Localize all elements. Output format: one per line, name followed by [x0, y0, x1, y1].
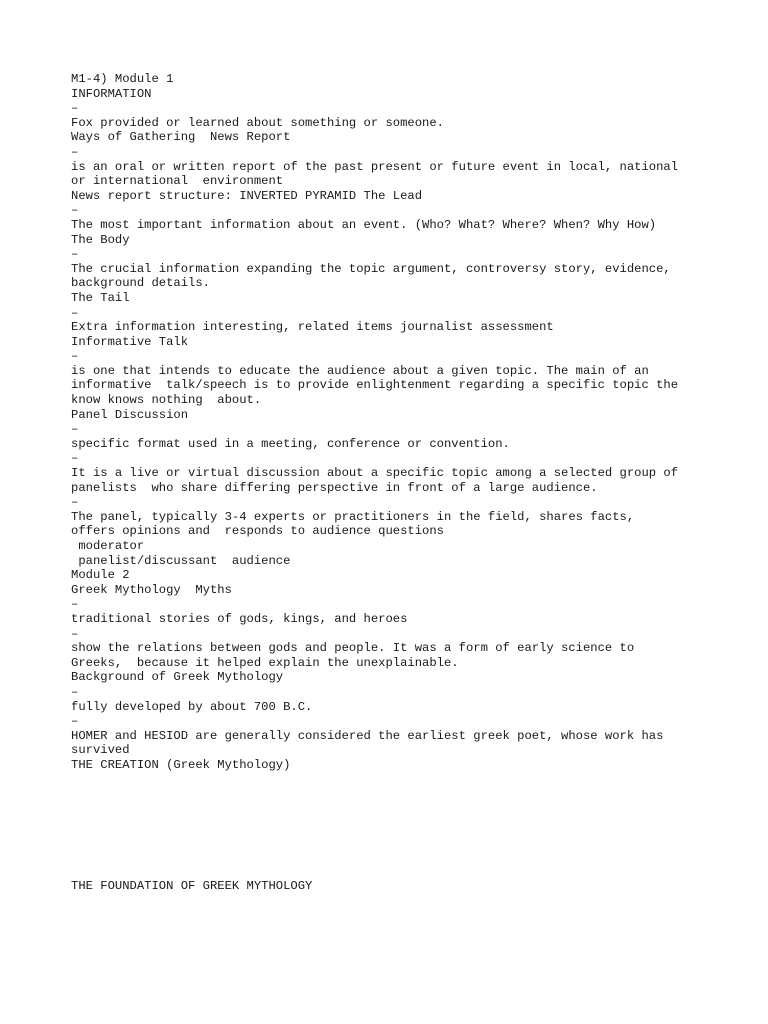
text-line: background details. — [71, 276, 210, 291]
text-line: – — [71, 597, 79, 612]
text-line: The Body — [71, 232, 130, 247]
text-line: News report structure: INVERTED PYRAMID The Lead — [71, 188, 423, 203]
text-line: offers opinions and responds to audience questions — [71, 524, 444, 539]
text-line: Panel Discussion — [71, 407, 189, 422]
text-line: – — [71, 144, 79, 159]
text-line: survived — [71, 743, 130, 758]
text-line: THE CREATION (Greek Mythology) — [71, 757, 291, 772]
text-line: The panel, typically 3-4 experts or practitioners in the field, shares facts, — [71, 509, 635, 524]
text-line: – — [71, 495, 79, 510]
text-line: is an oral or written report of the past present or future event in local, national — [71, 159, 679, 174]
text-line: specific format used in a meeting, conference or convention. — [71, 436, 510, 451]
text-line: is one that intends to educate the audience about a given topic. The main of an — [71, 363, 649, 378]
text-line: – — [71, 714, 79, 729]
text-line: panelists who share differing perspective in front of a large audience. — [71, 480, 598, 495]
text-line: – — [71, 101, 79, 116]
text-line: or international environment — [71, 174, 284, 189]
text-line: HOMER and HESIOD are generally considered the earliest greek poet, whose work has — [71, 728, 664, 743]
text-line: fully developed by about 700 B.C. — [71, 699, 313, 714]
document-body — [71, 72, 731, 773]
text-line: The most important information about an event. (Who? What? Where? When? Why How) — [71, 217, 657, 232]
text-line: – — [71, 247, 79, 262]
text-line: Extra information interesting, related items journalist assessment — [71, 320, 554, 335]
text-line: Informative Talk — [71, 334, 189, 349]
text-line: know knows nothing about. — [71, 393, 262, 408]
text-line: – — [71, 349, 79, 364]
text-line: Greeks, because it helped explain the unexplainable. — [71, 655, 459, 670]
text-line: – — [71, 422, 79, 437]
text-line: – — [71, 684, 79, 699]
text-line: informative talk/speech is to provide enlightenment regarding a specific topic the — [71, 378, 679, 393]
text-line: – — [71, 203, 79, 218]
text-line: Greek Mythology Myths — [71, 582, 232, 597]
text-line: INFORMATION — [71, 86, 152, 101]
text-line: Ways of Gathering News Report — [71, 130, 291, 145]
text-line: – — [71, 451, 79, 466]
text-line: Fox provided or learned about something or someone. — [71, 115, 444, 130]
text-line: Background of Greek Mythology — [71, 670, 284, 685]
text-line: The Tail — [71, 290, 130, 305]
text-line: – — [71, 305, 79, 320]
text-line: traditional stories of gods, kings, and heroes — [71, 611, 408, 626]
text-line: moderator — [71, 539, 145, 553]
text-line: M1-4) Module 1 — [71, 72, 174, 86]
text-line: Module 2 — [71, 568, 130, 583]
text-line: show the relations between gods and people. It was a form of early science to — [71, 641, 635, 656]
text-line: The crucial information expanding the topic argument, controversy story, evidence, — [71, 261, 671, 276]
text-line: It is a live or virtual discussion about a specific topic among a selected group of — [71, 466, 679, 481]
text-line: – — [71, 626, 79, 641]
closing-heading: THE FOUNDATION OF GREEK MYTHOLOGY — [71, 879, 313, 893]
text-line: panelist/discussant audience — [71, 553, 291, 568]
